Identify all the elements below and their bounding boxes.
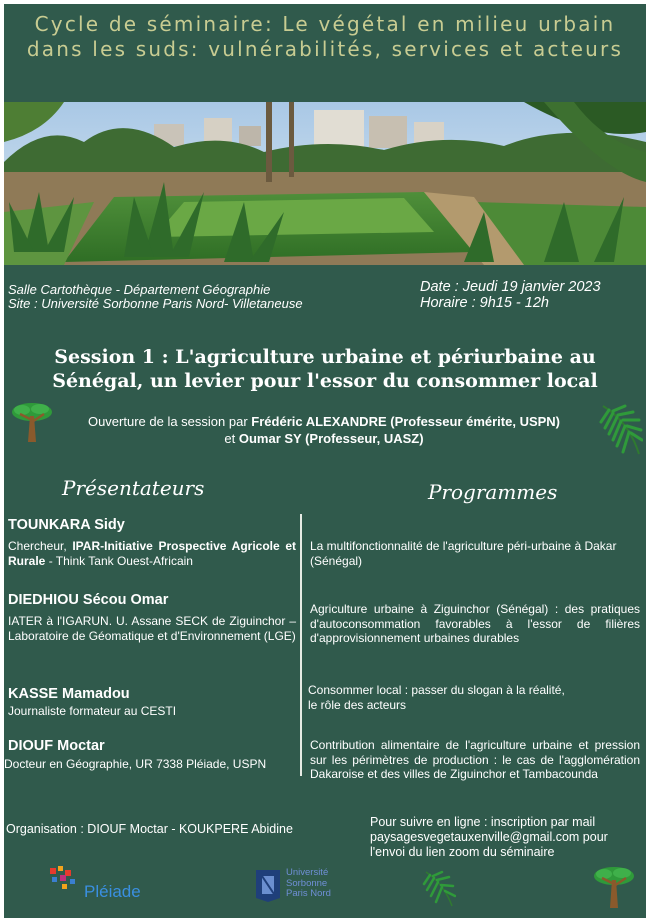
pleiade-logo — [48, 866, 148, 906]
presenter-affiliation: Docteur en Géographie, UR 7338 Pléiade, USPN — [4, 757, 267, 771]
session-opening — [44, 413, 604, 447]
program-item: Consommer local : passer du slogan à la réalité, le rôle des acteurs — [308, 683, 565, 712]
online-registration: Pour suivre en ligne : inscription par mail paysagesvegetauxenville@gmail.com pour l'envoi du lien zoom du séminaire — [370, 815, 608, 859]
presenter-affiliation: Chercheur, IPAR-Initiative Prospective Agricole et Rurale - Think Tank Ouest-Africain — [8, 539, 296, 568]
organisation-credit: Organisation : DIOUF Moctar - KOUKPERE Abidine — [6, 822, 293, 836]
venue-salle: Salle Cartothèque - Département Géographie — [8, 282, 271, 297]
programs-header: Programmes — [428, 480, 558, 504]
presenter-affiliation: Journaliste formateur au CESTI — [8, 704, 177, 718]
urban-garden-photo — [4, 102, 646, 265]
presenters-header: Présentateurs — [62, 476, 205, 500]
presenter-name: DIEDHIOU Sécou Omar — [8, 592, 169, 608]
column-divider — [300, 514, 302, 776]
acacia-tree-icon — [10, 400, 54, 444]
acacia-tree-icon — [592, 864, 636, 910]
opening-prefix: Ouverture de la session par — [87, 414, 248, 429]
program-item: Contribution alimentaire de l'agriculture urbaine et pression sur les périmètres de production : le cas de l'agglomération Dakaroise et des villes de Ziguinchor et Tambacounda — [310, 738, 640, 781]
program-item: La multifonctionnalité de l'agriculture péri-urbaine à Dakar (Sénégal) — [310, 539, 617, 568]
urban-garden-photo-illustration — [4, 102, 646, 265]
palm-frond-icon — [599, 402, 643, 458]
uspn-logo — [254, 864, 354, 908]
presenter-name: TOUNKARA Sidy — [8, 517, 125, 533]
presenter-name: KASSE Mamadou — [8, 686, 130, 702]
series-title: Cycle de séminaire: Le végétal en milieu urbain dans les suds: vulnérabilités, services et acteurs — [26, 12, 624, 61]
pleiade-dots-icon — [48, 866, 80, 892]
uspn-shield-icon — [254, 868, 282, 902]
presenter-affiliation: IATER à l'IGARUN. U. Assane SECK de Ziguinchor – Laboratoire de Géomatique et d'Environnement (LGE) — [8, 614, 296, 643]
session-title — [4, 345, 646, 393]
session-title-line2: Sénégal, un levier pour l'essor du consommer local — [52, 370, 598, 392]
event-time: Horaire : 9h15 - 12h — [420, 295, 549, 311]
venue-site: Site : Université Sorbonne Paris Nord- Villetaneuse — [8, 296, 303, 311]
palm-frond-icon — [422, 868, 456, 908]
contact-email-link[interactable]: paysagesvegetauxenville@gmail.com pour — [370, 830, 608, 844]
opening-person2: Oumar SY (Professeur, UASZ) — [238, 431, 424, 446]
session-title-line1: Session 1 : L'agriculture urbaine et périurbaine au — [54, 346, 596, 368]
uspn-logo-text: Université Sorbonne Paris Nord — [286, 867, 331, 899]
pleiade-logo-text: Pléiade — [84, 882, 141, 901]
event-date: Date : Jeudi 19 janvier 2023 — [420, 279, 601, 295]
presenter-name: DIOUF Moctar — [8, 738, 105, 754]
opening-person1: Frédéric ALEXANDRE (Professeur émérite, USPN) — [251, 414, 561, 429]
opening-joiner: et — [224, 431, 236, 446]
program-item: Agriculture urbaine à Ziguinchor (Sénégal) : des pratiques d'autoconsommation favorables à l'essor de filières d'approvisionnement urbaines durables — [310, 602, 640, 645]
seminar-poster — [4, 4, 646, 918]
